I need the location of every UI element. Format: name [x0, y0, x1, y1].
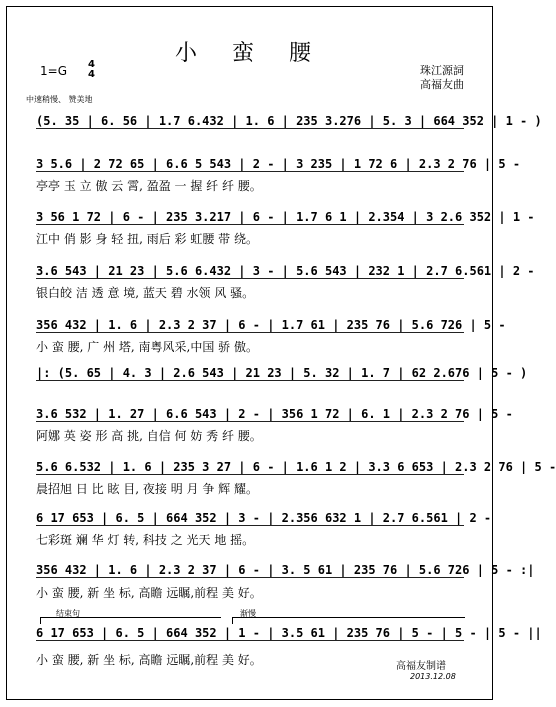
- music-row-8: 5.6 6.532 | 1. 6 | 235 3 27 | 6 - | 1.6 1 2 | 3.3 6 653 | 2.3 2 76 | 5 -: [36, 460, 556, 474]
- music-row-5: 356 432 | 1. 6 | 2.3 2 37 | 6 - | 1.7 61 | 235 76 | 5.6 726 | 5 -: [36, 318, 506, 332]
- music-row-2: 3 5.6 | 2 72 65 | 6.6 5 543 | 2 - | 3 235 | 1 72 6 | 2.3 2 76 | 5 -: [36, 157, 521, 171]
- composer: 高福友曲: [420, 78, 464, 91]
- meter-bottom: 4: [88, 69, 95, 80]
- ritardando-bracket: [232, 617, 465, 624]
- music-row-7: 3.6 532 | 1. 27 | 6.6 543 | 2 - | 356 1 72 | 6. 1 | 2.3 2 76 | 5 -: [36, 407, 513, 421]
- lyric-row-9: 小 蛮 腰, 新 坐 标, 高瞻 远瞩,前程 美 好。: [36, 653, 262, 667]
- song-title: 小 蛮 腰: [175, 41, 325, 66]
- music-row-1: (5. 35 | 6. 56 | 1.7 6.432 | 1. 6 | 235 3.276 | 5. 3 | 664 352 | 1 - ): [36, 114, 542, 128]
- ending-bracket: [40, 617, 221, 624]
- lyricist: 珠江源詞: [420, 64, 464, 77]
- arrangement-date: 2013.12.08: [410, 672, 456, 681]
- meter-top: 4: [88, 59, 95, 70]
- credits: [420, 64, 464, 92]
- lyric-row-2: 江中 俏 影 身 轻 扭, 雨后 彩 虹腰 带 绕。: [36, 232, 258, 246]
- tempo-marking: 中速稍慢、 赞美地: [26, 95, 93, 104]
- music-row-10: 356 432 | 1. 6 | 2.3 2 37 | 6 - | 3. 5 61 | 235 76 | 5.6 726 | 5 - :|: [36, 563, 535, 577]
- lyric-row-1: 亭亭 玉 立 傲 云 霄, 盈盈 一 握 纤 纤 腰。: [36, 179, 262, 193]
- lyric-row-6: 晨招旭 日 比 眩 目, 夜接 明 月 争 辉 耀。: [36, 482, 258, 496]
- slow-label: 渐慢: [240, 609, 256, 618]
- lyric-row-3: 银白皎 洁 透 意 境, 蓝天 碧 水领 风 骚。: [36, 286, 255, 300]
- music-row-9: 6 17 653 | 6. 5 | 664 352 | 3 - | 2.356 632 1 | 2.7 6.561 | 2 -: [36, 511, 492, 525]
- arranger-credit: 高福友制谱: [396, 661, 446, 672]
- lyric-row-8: 小 蛮 腰, 新 坐 标, 高瞻 远瞩,前程 美 好。: [36, 586, 262, 600]
- music-row-4: 3.6 543 | 21 23 | 5.6 6.432 | 3 - | 5.6 543 | 232 1 | 2.7 6.561 | 2 -: [36, 264, 535, 278]
- lyric-row-4: 小 蛮 腰, 广 州 塔, 南粤风采,中国 骄 傲。: [36, 340, 258, 354]
- music-row-6: |: (5. 65 | 4. 3 | 2.6 543 | 21 23 | 5. 32 | 1. 7 | 62 2.676 | 5 - ): [36, 366, 528, 380]
- music-row-11: 6 17 653 | 6. 5 | 664 352 | 1 - | 3.5 61 | 235 76 | 5 - | 5 - | 5 - ||: [36, 626, 542, 640]
- lyric-row-7: 七彩斑 斓 华 灯 转, 科技 之 光天 地 摇。: [36, 533, 255, 547]
- lyric-row-5: 阿娜 英 姿 形 高 挑, 自信 何 妨 秀 纤 腰。: [36, 429, 262, 443]
- music-row-3: 3 56 1 72 | 6 - | 235 3.217 | 6 - | 1.7 6 1 | 2.354 | 3 2.6 352 | 1 -: [36, 210, 535, 224]
- time-signature: [88, 60, 95, 80]
- key-signature: 1=G: [40, 64, 67, 78]
- ending-label: 结束句: [56, 609, 80, 618]
